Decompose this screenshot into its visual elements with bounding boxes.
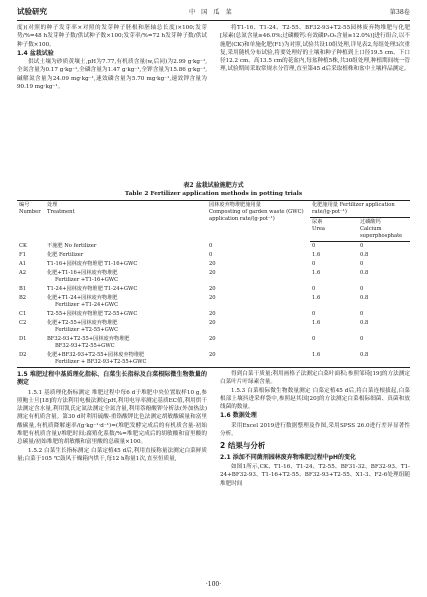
- paragraph: 将T1-16、T1-24、T2-55、BF32-93+T2-55园林废弃物堆肥与化肥[尿素(总氮含量≥46.0%;过磷酸钙:有效磷P₂O₅含量≥12.0%)]进行组合,以不施肥(CK)和单施化肥(F1)为对照,试验共设10组处理,详见表2,每组处理3次重复,采用随机分布试验,将要处理好的土壤和种子种植到上口径19.5 cm、下口径12.2 cm、高13.5 cm的花盆内,每盆种植5株,共30组处理,种植期间统一管理,试验期间采取常规水分管理,直至第45 d后采取植株和盆中土壤样品测定。: [220, 25, 411, 73]
- right-column-top: [220, 24, 410, 74]
- row-superphosphate-rate: 0.8: [358, 351, 410, 368]
- chapter-heading: 2 结果与分析: [220, 441, 266, 451]
- section-label: 试验研究: [17, 7, 47, 16]
- row-superphosphate-rate: 0: [360, 286, 364, 292]
- row-superphosphate-rate: 0: [360, 336, 364, 342]
- row-compost-rate: 20: [209, 295, 216, 301]
- row-treatment: 不施肥 No fertilizer: [47, 242, 97, 249]
- table-row: [17, 242, 410, 252]
- row-treatment: T2-55+园林废弃物堆肥 T2-55+GWC: [47, 311, 138, 317]
- row-code: C1: [19, 311, 27, 317]
- row-urea-rate: 0: [312, 243, 316, 249]
- row-compost-rate: 20: [209, 286, 216, 292]
- row-code: D1: [19, 336, 27, 342]
- table-caption-en: Table 2 Fertilizer application methods in potting trials: [124, 191, 303, 197]
- row-code: B2: [19, 295, 27, 301]
- row-code: D2: [17, 351, 45, 368]
- volume-label: 第38卷: [389, 9, 410, 16]
- row-urea-rate: 0: [312, 336, 316, 342]
- row-treatment: 化肥+T1-24+园林废弃物堆肥 Fertilizer +T1-24+GWC: [47, 295, 119, 308]
- row-superphosphate-rate: 0: [360, 311, 364, 317]
- row-superphosphate-rate: 0.8: [360, 252, 369, 258]
- row-treatment: 化肥+T1-16+园林废弃物堆肥 Fertilizer +T1-16+GWC: [47, 270, 119, 283]
- row-compost-rate: 20: [207, 351, 310, 368]
- row-urea-rate: 0: [312, 311, 316, 317]
- paragraph: 如图1所示,CK、T1-16、T1-24、T2-55、BF31-32、BF32-93、T1-24+BF32-93、T1-16+T2-55、BF32-93+T2-55、X1-3、F2-6处理组随堆肥时间: [220, 463, 410, 487]
- row-compost-rate: 0: [209, 252, 213, 258]
- table-row: [17, 335, 410, 351]
- paragraph: 1.5.2 白菜生长指标测定 白菜定植45 d后,利用直接称量法测定白菜鲜质量;白菜于105 ℃鼓风干燥箱内烘干,每12 h称量1次,直至恒质量,: [17, 447, 207, 462]
- header-compost: 园林废弃物堆肥施用量 Composting of garden waste (GWC) application rate/(g·pot⁻¹): [207, 201, 310, 242]
- table-row: [17, 251, 410, 260]
- row-superphosphate-rate: 0.8: [360, 270, 369, 276]
- section-heading: 1.5 堆肥过程中基质理化指标、白菜生长指标及白菜根际微生物数量的测定: [17, 371, 207, 387]
- row-urea-rate: 1.6: [310, 351, 358, 368]
- left-column-top: [17, 24, 207, 91]
- paragraph: 1.5.1 基质理化指标测定 堆肥过程中每6 d于堆肥中央位置取样10 g,参照鲍士旦[18]的方法利用电极法测定pH,利用电导率测定基质EC值,利用烘干法测定含水量,利用凯氏定氮法测定全氮含量,利用萘酚酸钾分析法(外加热法)测定有机质含量。第30 d时利用硫酸-重铬酸钾比色法测定胡敏酸碳量和富里酸碳量,有机质降解速率/(g·kg⁻¹·d⁻¹)=(堆肥发酵完成后的有机质含量-初始堆肥有机质含量)/堆肥时间;腐殖化系数/%=堆肥完成后的胡敏酸和富里酸的总碳量/初始堆肥的胡敏酸和富里酸的总碳量×100。: [17, 389, 207, 446]
- table-caption: 表2 盆栽试验施肥方式: [183, 182, 244, 189]
- page-header: [17, 8, 410, 21]
- row-treatment: T1-16+园林废弃物堆肥 T1-16+GWC: [47, 261, 138, 267]
- section-heading: 1.4 盆栽试验: [17, 49, 54, 57]
- paragraph: 采用Excel 2019进行数据整理及作图,采用SPSS 26.0进行差异显著性分析。: [220, 422, 410, 438]
- page-number: ·100·: [205, 581, 222, 588]
- right-column-bottom: [220, 370, 410, 488]
- row-code: A2: [19, 270, 27, 276]
- journal-name: 中 国 瓜 菜: [189, 9, 234, 16]
- paragraph: 得到白菜干质量;利用画格子法测定白菜叶面积;参照邹琦[19]的方法测定白菜叶片叶绿素含量。: [220, 371, 410, 386]
- row-treatment: 化肥 Fertilizer: [47, 252, 84, 258]
- section-heading: 2.1 添加不同菌剂园林废弃物堆肥过程中pH的变化: [220, 453, 357, 461]
- left-column-bottom: [17, 370, 207, 463]
- row-superphosphate-rate: 0: [360, 243, 364, 249]
- row-code: A1: [19, 261, 27, 267]
- row-compost-rate: 20: [209, 261, 216, 267]
- row-compost-rate: 20: [209, 270, 216, 276]
- row-treatment: 化肥+BF32-93+T2-55+园林废弃物堆肥 Fertilizer + BF32-93+T2-55+GWC: [45, 351, 207, 368]
- table-row: [17, 269, 410, 285]
- header-code: 编号 Number: [17, 201, 45, 242]
- table-row: [17, 294, 410, 310]
- row-urea-rate: 1.6: [312, 295, 321, 301]
- row-code: C2: [19, 320, 27, 326]
- row-urea-rate: 1.6: [312, 270, 321, 276]
- row-superphosphate-rate: 0.8: [360, 320, 369, 326]
- paragraph: 供试土壤为砂质黄壤土,pH为7.77,有机质含量(w,后同)为2.99 g·kg⁻¹,全氮含量为0.17 g·kg⁻¹,全磷含量为1.47 g·kg⁻¹,全钾含量为15.86 g·kg⁻¹,碱解氮含量为24.09 mg·kg⁻¹,速效磷含量为5.70 mg·kg⁻¹,速效钾含量为90.19 mg·kg⁻¹。: [17, 59, 207, 91]
- row-compost-rate: 20: [209, 336, 216, 342]
- table-row: [17, 260, 410, 269]
- table-row: [17, 310, 410, 319]
- row-compost-rate: 20: [209, 320, 216, 326]
- row-urea-rate: 1.6: [312, 320, 321, 326]
- table-2: [17, 182, 410, 368]
- row-urea-rate: 1.6: [312, 252, 321, 258]
- row-superphosphate-rate: 0.8: [360, 295, 369, 301]
- row-code: F1: [19, 252, 26, 258]
- row-treatment: T1-24+园林废弃物堆肥 T1-24+GWC: [47, 286, 138, 292]
- row-superphosphate-rate: 0: [360, 261, 364, 267]
- header-urea: 尿素 Urea: [310, 218, 358, 242]
- paragraph: 1.5.3 白菜根际微生物数量测定 白菜定植45 d后,将白菜连根拔起,白菜根部上壤抖进采样袋中,参照赵其国[20]的方法测定白菜根际细菌、真菌和放线菌的数量。: [220, 387, 410, 411]
- section-heading: 1.6 数据处理: [220, 412, 257, 420]
- row-compost-rate: 0: [209, 242, 213, 249]
- row-treatment: BF32-93+T2-55+园林废弃物堆肥 BF32-93+T2-55+GWC: [47, 336, 130, 349]
- row-urea-rate: 0: [312, 261, 316, 267]
- row-compost-rate: 20: [209, 311, 216, 317]
- fertilizer-table: [17, 200, 410, 368]
- header-treatment: 处理 Treatment: [45, 201, 207, 242]
- header-superphosphate: 过磷酸钙 Calcium superphosphate: [358, 218, 410, 242]
- row-urea-rate: 0: [312, 286, 316, 292]
- header-fertilizer: 化肥施用量 Fertilizer application rate/(g·pot⁻¹): [310, 201, 410, 218]
- row-treatment: 化肥+T2-55+园林废弃物堆肥 Fertilizer +T2-55+GWC: [47, 320, 119, 333]
- table-row: [17, 285, 410, 294]
- row-code: CK: [19, 242, 27, 249]
- row-code: B1: [19, 286, 27, 292]
- table-row: [17, 319, 410, 335]
- table-row: [17, 351, 410, 368]
- paragraph: 度)(对照的种子发芽率×对照的发芽种子胚根和胚轴总长度)×100;发芽势/%=48 h发芽种子数/供试种子数×100;发芽率/%=72 h发芽种子数/供试种子数×100。: [17, 25, 207, 48]
